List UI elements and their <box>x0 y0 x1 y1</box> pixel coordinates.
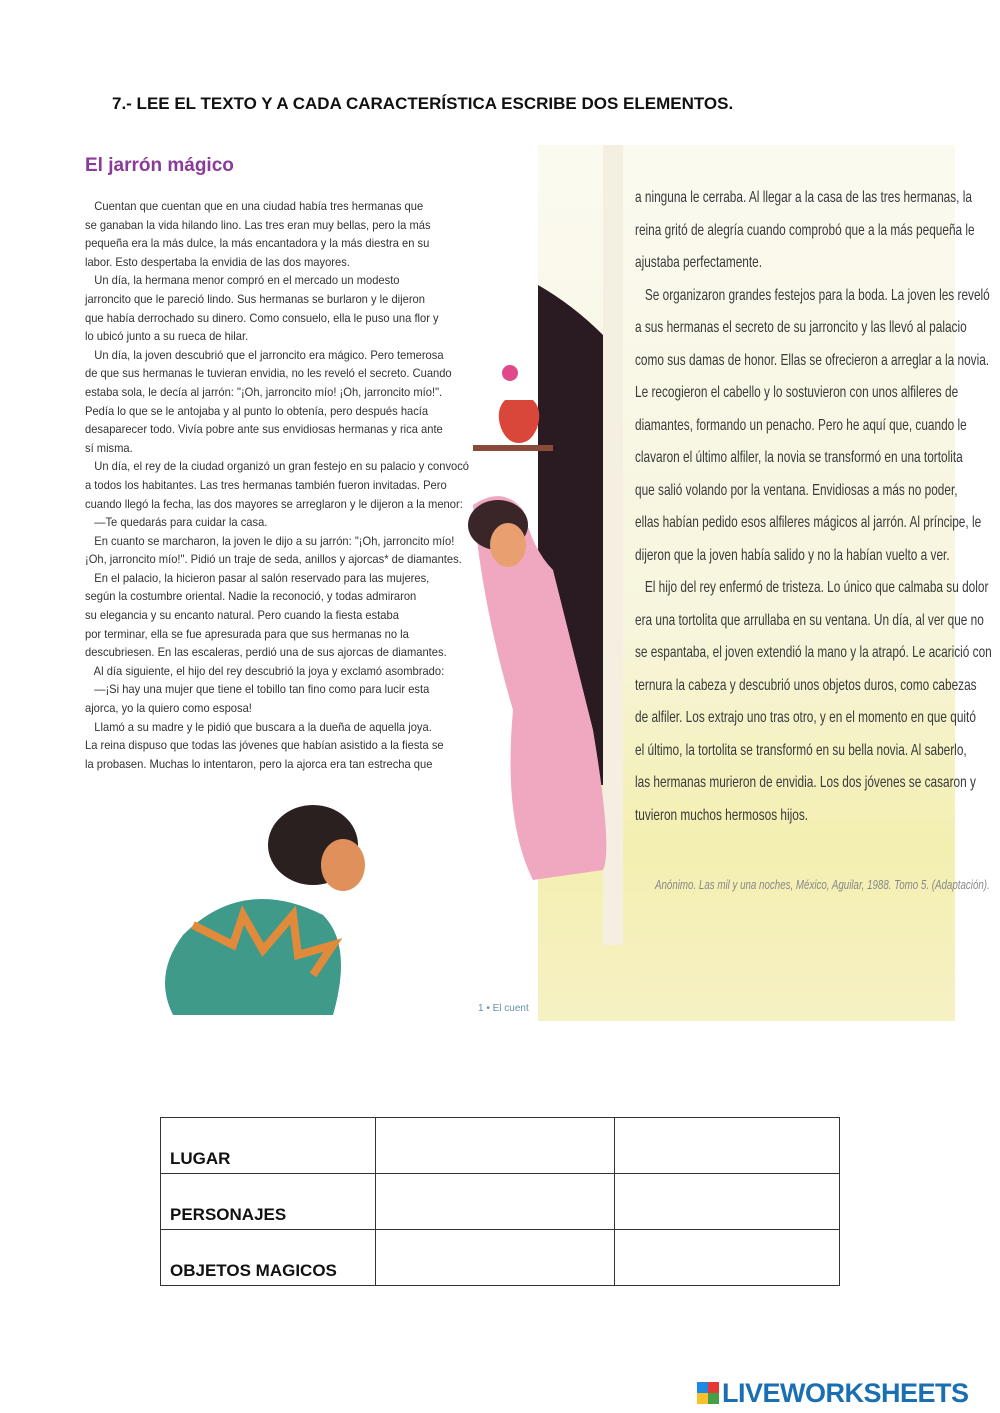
text-line: dijeron que la joven había salido y no la habían vuelto a ver. <box>635 546 950 564</box>
answer-table <box>160 1117 840 1286</box>
text-line: por terminar, ella se fue apresurada para que sus hermanas no la <box>85 626 409 641</box>
text-line: la probasen. Muchas lo intentaron, pero la ajorca era tan estrecha que <box>85 756 433 771</box>
instruction-heading: 7.- LEE EL TEXTO Y A CADA CARACTERÍSTICA ESCRIBE DOS ELEMENTOS. <box>112 94 734 113</box>
story-title: El jarrón mágico <box>85 155 234 176</box>
story-image <box>73 145 992 1021</box>
text-line: tuvieron muchos hermosos hijos. <box>635 806 809 824</box>
text-line: según la costumbre oriental. Nadie la reconoció, y todas admiraron <box>85 589 417 604</box>
table-row <box>161 1230 840 1286</box>
text-line: pequeña era la más dulce, la más encantadora y la más diestra en su <box>85 236 430 251</box>
door-frame <box>603 145 623 945</box>
answer-cell[interactable] <box>615 1118 840 1174</box>
text-line: las hermanas murieron de envidia. Los dos jóvenes se casaron y <box>635 774 976 791</box>
text-line: que había derrochado su dinero. Como consuelo, ella le puso una flor y <box>85 310 439 325</box>
text-line: labor. Esto despertaba la envidia de las dos mayores. <box>85 254 350 269</box>
text-line: a sus hermanas el secreto de su jarroncito y las llevó al palacio <box>635 319 967 336</box>
text-line: ellas habían pedido esos alfileres mágicos al jarrón. Al príncipe, le <box>635 514 982 531</box>
shelf <box>473 445 553 451</box>
text-line: reina gritó de alegría cuando comprobó que a la más pequeña le <box>635 221 975 239</box>
text-line: El hijo del rey enfermó de tristeza. Lo único que calmaba su dolor <box>635 579 989 596</box>
text-line: el último, la tortolita se transformó en su bella novia. Al saberlo, <box>635 741 967 759</box>
text-line: —¡Si hay una mujer que tiene el tobillo tan fino como para lucir esta <box>85 682 430 697</box>
text-line: —Te quedarás para cuidar la casa. <box>85 515 268 530</box>
logo-text: LIVEWORKSHEETS <box>722 1378 969 1408</box>
text-line: su elegancia y su encanto natural. Pero cuando la fiesta estaba <box>85 608 399 623</box>
liveworksheets-logo <box>697 1378 969 1409</box>
table-row <box>161 1118 840 1174</box>
text-line: se espantaba, el joven extendió la mano y la atrapó. Le acarició con <box>635 644 992 661</box>
row-label: PERSONAJES <box>161 1174 376 1230</box>
table-row <box>161 1174 840 1230</box>
flower-icon <box>502 365 518 381</box>
text-line: ajorca, yo la quiero como esposa! <box>85 701 252 716</box>
answer-cell[interactable] <box>376 1118 615 1174</box>
text-line: lo ubicó junto a su rueca de hilar. <box>85 329 249 344</box>
text-line: jarroncito que le pareció lindo. Sus hermanas se burlaron y le dijeron <box>85 291 425 306</box>
text-line: era una tortolita que arrullaba en su ventana. Un día, al ver que no <box>635 611 984 629</box>
text-line: estaba sola, le decía al jarrón: "¡Oh, jarroncito mío! ¡Oh, jarroncito mío!". <box>85 384 443 399</box>
answer-cell[interactable] <box>615 1230 840 1286</box>
text-line: de alfiler. Los extrajo uno tras otro, y en el momento en que quitó <box>635 709 976 726</box>
answer-cell[interactable] <box>376 1174 615 1230</box>
vase-icon <box>499 400 540 443</box>
standing-girl-face <box>490 523 526 567</box>
text-line: cuando llegó la fecha, las dos mayores se arreglaron y le dijeron a la menor: <box>85 496 463 511</box>
page-footer: 1 • El cuent <box>478 1003 529 1014</box>
text-line: Pedía lo que se le antojaba y al punto lo obtenía, pero después hacía <box>85 403 429 418</box>
text-line: de que sus hermanas le tuvieran envidia, no les reveló el secreto. Cuando <box>85 366 452 381</box>
story-right-column <box>635 182 992 832</box>
story-citation: Anónimo. Las mil y una noches, México, Aguilar, 1988. Tomo 5. (Adaptación). <box>655 877 990 892</box>
text-line: a todos los habitantes. Las tres hermanas también fueron invitadas. Pero <box>85 477 447 492</box>
text-line: Se organizaron grandes festejos para la boda. La joven les reveló <box>635 286 990 304</box>
text-line: Un día, la joven descubrió que el jarroncito era mágico. Pero temerosa <box>85 347 444 362</box>
text-line: ¡Oh, jarroncito mío!". Pidió un traje de seda, anillos y ajorcas* de diamantes. <box>85 552 462 567</box>
text-line: que salió volando por la ventana. Envidiosas a más no poder, <box>635 481 958 499</box>
text-line: Un día, el rey de la ciudad organizó un gran festejo en su palacio y convocó <box>85 459 470 474</box>
answer-cell[interactable] <box>615 1174 840 1230</box>
text-line: Al día siguiente, el hijo del rey descubrió la joya y exclamó asombrado: <box>85 663 445 678</box>
text-line: Llamó a su madre y le pidió que buscara a la dueña de aquella joya. <box>85 719 432 734</box>
text-line: como sus damas de honor. Ellas se ofrecieron a arreglar a la novia. <box>635 351 990 369</box>
text-line: La reina dispuso que todas las jóvenes que habían asistido a la fiesta se <box>85 738 444 753</box>
kneeling-girl-face <box>321 839 365 891</box>
text-line: descubriesen. En las escaleras, perdió una de sus ajorcas de diamantes. <box>85 645 447 660</box>
text-line: clavaron el último alfiler, la novia se transformó en una tortolita <box>635 449 963 466</box>
text-line: Le recogieron el cabello y lo sostuvieron con unos alfileres de <box>635 384 959 401</box>
text-line: a ninguna le cerraba. Al llegar a la casa de las tres hermanas, la <box>635 189 972 206</box>
text-line: se ganaban la vida hilando lino. Las tres eran muy bellas, pero la más <box>85 217 431 232</box>
answer-cell[interactable] <box>376 1230 615 1286</box>
kneeling-girl-dress <box>165 899 341 1015</box>
text-line: ajustaba perfectamente. <box>635 254 763 271</box>
row-label: OBJETOS MAGICOS <box>161 1230 376 1286</box>
text-line: desaparecer todo. Vivía pobre ante sus envidiosas hermanas y rica ante <box>85 422 443 437</box>
text-line: Cuentan que cuentan que en una ciudad había tres hermanas que <box>85 199 424 213</box>
text-line: En cuanto se marcharon, la joven le dijo a su jarrón: "¡Oh, jarroncito mío! <box>85 533 455 548</box>
row-label: LUGAR <box>161 1118 376 1174</box>
text-line: Un día, la hermana menor compró en el mercado un modesto <box>85 273 400 288</box>
story-left-column <box>85 197 469 773</box>
text-line: diamantes, formando un penacho. Pero he aquí que, cuando le <box>635 416 967 434</box>
text-line: En el palacio, la hicieron pasar al salón reservado para las mujeres, <box>85 570 430 585</box>
text-line: sí misma. <box>85 440 133 455</box>
logo-icon <box>697 1382 719 1404</box>
text-line: ternura la cabeza y descubrió unos objetos duros, como cabezas <box>635 676 977 694</box>
